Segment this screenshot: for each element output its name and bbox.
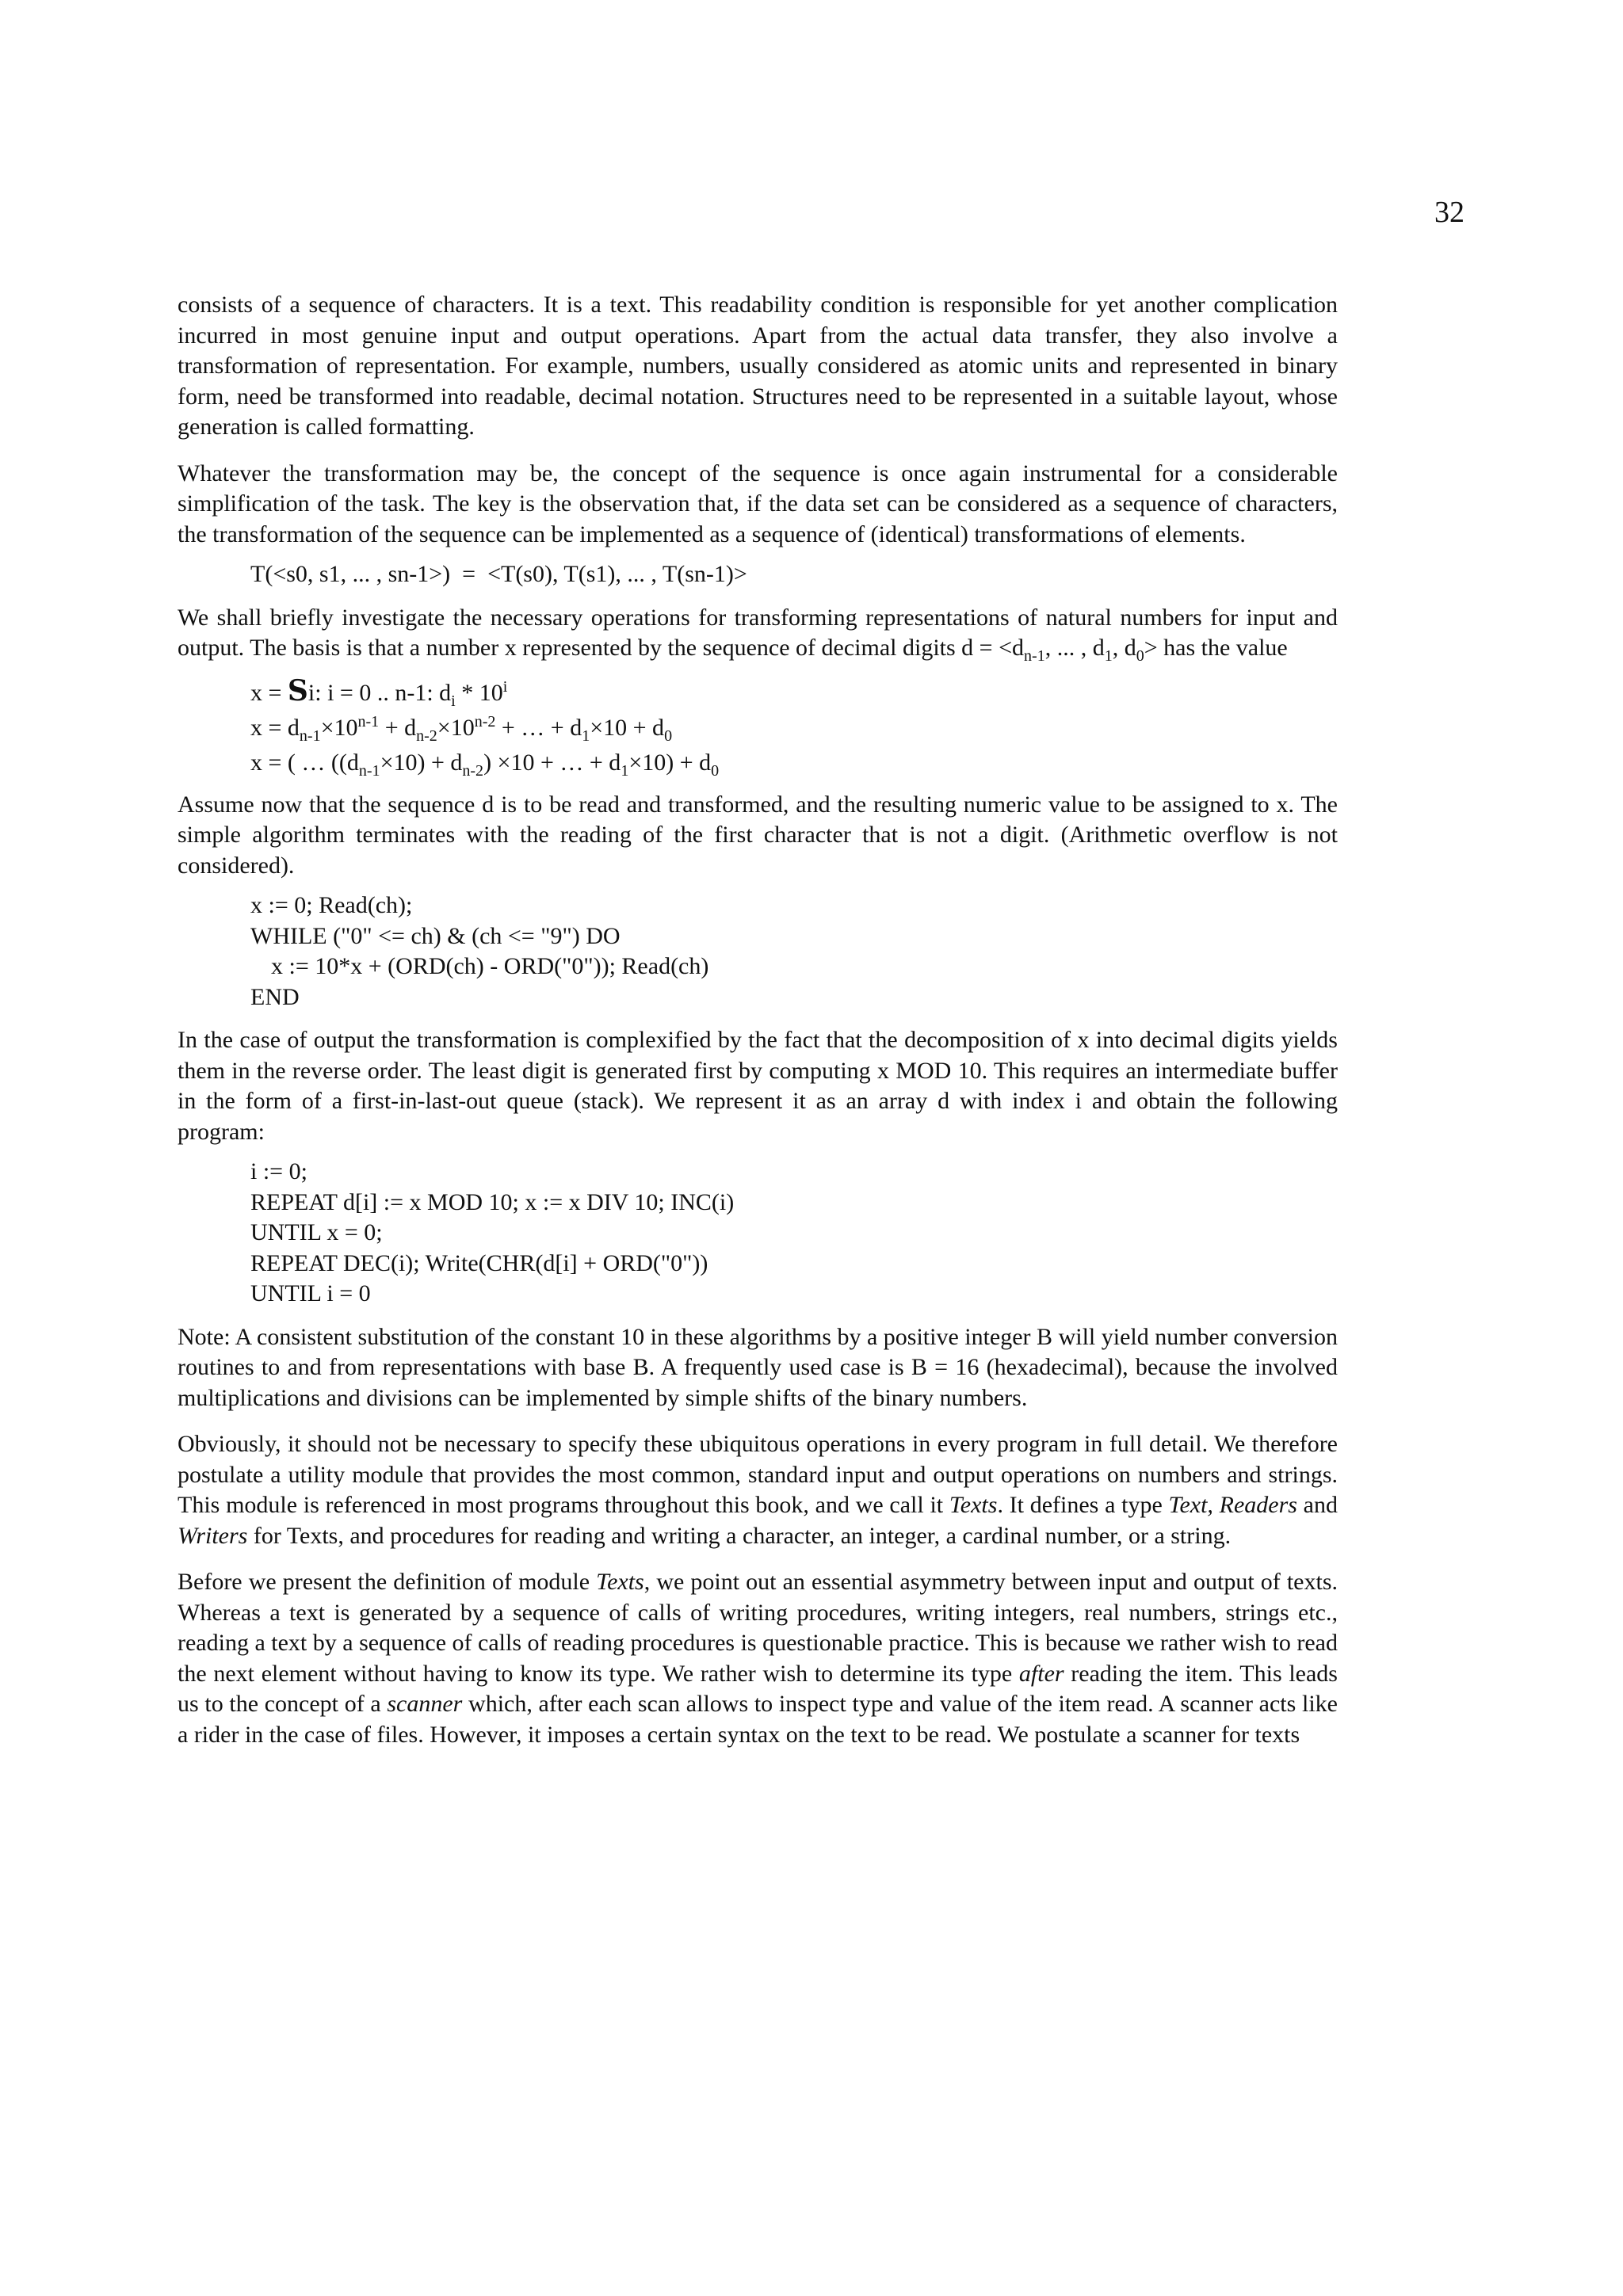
code-line: REPEAT d[i] := x MOD 10; x := x DIV 10; INC(i) [250, 1188, 735, 1215]
formula-expanded: $x = d_{n-1}\times 10^{n-1} + d_{n-2}\times 10^{n-2}$ + … + $d_1\times 10 + d_0$ [250, 712, 673, 745]
formula-horner: x = ( … $((d_{n-1}\times 10) + d_{n-2}) \times 10$ + … + $d_1\times 10) + d_0$ [250, 749, 720, 780]
code-line: WHILE ("0" <= ch) & (ch <= "9") DO [250, 922, 621, 949]
formula-sequence-transform: T(<s0, s1, ... , sn-1>) = <T(s0), T(s1), ... , T(sn-1)> [250, 561, 747, 587]
paragraph-input-algorithm: Assume now that the sequence d is to be read and transformed, and the resulting numeric value to be assigned to x. The simple algorithm terminates with the reading of the first character that is not a digit. (Arithmetic overflow is not considered). [178, 791, 1338, 879]
page-number: 32 [1434, 196, 1465, 229]
sigma-symbol: S [287, 673, 308, 707]
paragraph-transformation: Whatever the transformation may be, the concept of the sequence is once again instrumental for a considerable simplification of the task. The key is the observation that, if the data set can be considered as a sequence of characters, the transformation of the sequence can be implemented as a sequence of (identical) transformations of elements. [178, 460, 1338, 547]
paragraph-natural-numbers: We shall briefly investigate the necessary operations for transforming representations of natural numbers for input and output. The basis is that a number x represented by the sequence of decimal digits $d = <d_{n-1}$, ... , $d_1$, $d_0>$ has the value [178, 604, 1338, 665]
code-line: x := 10*x + (ORD(ch) - ORD("0")); Read(ch) [271, 953, 709, 979]
code-line: x := 0; Read(ch); [250, 892, 413, 918]
paragraph-output-algorithm: In the case of output the transformation is complexified by the fact that the decomposition of x into decimal digits yields them in the reverse order. The least digit is generated first by computing x MOD 10. This requires an intermediate buffer in the form of a first-in-last-out queue (stack). We represent it as an array d with index i and obtain the following program: [178, 1027, 1338, 1145]
formula-block [178, 673, 1338, 780]
formula-sum: x = Si: i = 0 .. n-1: $d_i * 10^i$ [250, 673, 508, 710]
code-line: UNTIL i = 0 [250, 1280, 371, 1306]
paragraph-note-base: Note: A consistent substitution of the constant 10 in these algorithms by a positive integer B will yield number conversion routines to and from representations with base B. A frequently used case is B = 16 (hexadecimal), because the involved multiplications and divisions can be implemented by simple shifts of the binary numbers. [178, 1323, 1338, 1411]
code-line: END [250, 983, 300, 1010]
code-write-number [250, 1157, 1338, 1310]
code-line: REPEAT DEC(i); Write(CHR(d[i] + ORD("0")) [250, 1249, 708, 1276]
paragraph-scanner: Before we present the definition of module Texts, we point out an essential asymmetry between input and output of texts. Whereas a text is generated by a sequence of calls of writing procedures, writing integers, real numbers, strings etc., reading a text by a sequence of calls of reading procedures is questionable practice. This is because we rather wish to read the next element without having to know its type. We rather wish to determine its type after reading the item. This leads us to the concept of a scanner which, after each scan allows to inspect type and value of the item read. A scanner acts like a rider in the case of files. However, it imposes a certain syntax on the text to be read. We postulate a scanner for texts [178, 1569, 1338, 1748]
page-body [178, 290, 1338, 1766]
paragraph-readability: consists of a sequence of characters. It is a text. This readability condition is responsible for yet another complication incurred in most genuine input and output operations. Apart from the actual data transfer, they also involve a transformation of representation. For example, numbers, usually considered as atomic units and represented in binary form, need be transformed into readable, decimal notation. Structures need to be represented in a suitable layout, whose generation is called formatting. [178, 292, 1338, 440]
code-read-number [250, 891, 1338, 1013]
code-line: i := 0; [250, 1158, 307, 1184]
paragraph-texts-module: Obviously, it should not be necessary to specify these ubiquitous operations in every program in full detail. We therefore postulate a utility module that provides the most common, standard input and output operations on numbers and strings. This module is referenced in most programs throughout this book, and we call it Texts. It defines a type Text, Readers and Writers for Texts, and procedures for reading and writing a character, an integer, a cardinal number, or a string. [178, 1431, 1338, 1549]
code-line: UNTIL x = 0; [250, 1219, 383, 1245]
